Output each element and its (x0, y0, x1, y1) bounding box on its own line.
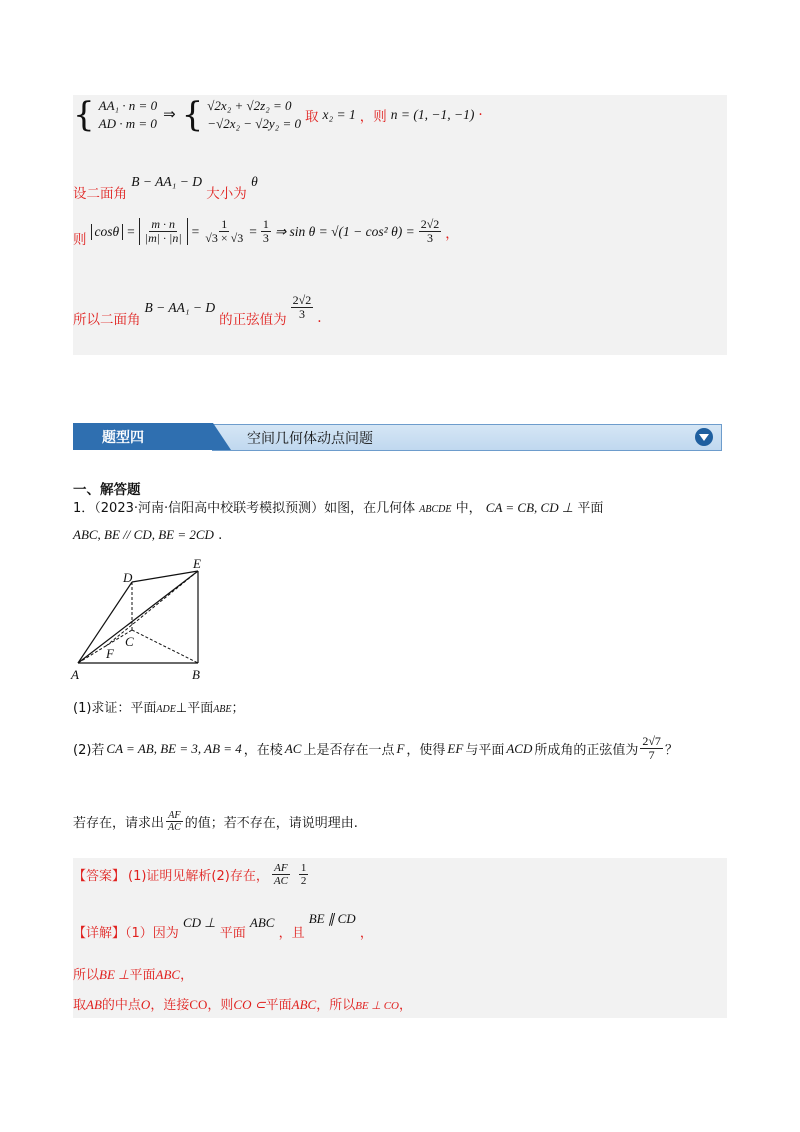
banner-title: 空间几何体动点问题 (247, 431, 373, 447)
implies-arrow: ⇒ (163, 107, 176, 124)
q1-line2-end: . (218, 528, 223, 543)
edge-fe (106, 571, 198, 646)
abs-cos (91, 224, 124, 240)
q1-cond: CA = CB, CD ⊥ (485, 500, 574, 515)
system-left (99, 97, 157, 132)
p2-den: 7 (648, 748, 655, 763)
f3-num: 2√2 (420, 217, 440, 231)
detail-l3-d: ，则 (207, 998, 234, 1013)
conc-num: 2√2 (292, 293, 312, 307)
part-3 (73, 810, 358, 833)
then-label: ，则 (359, 108, 387, 125)
p2-f: F (396, 740, 405, 756)
cos-theta: cosθ (94, 223, 120, 239)
detail-l1-cd: CD ⊥ (182, 915, 216, 930)
answer-text: (1)证明见解析(2)存在， (128, 869, 269, 885)
f1-num: 1 (221, 217, 228, 231)
system-r2: −√2x₂ − √2y₂ = 0 (207, 115, 301, 131)
conclusion-end: . (317, 309, 322, 326)
p2-mid3: ，使得 (406, 743, 446, 759)
detail-l1-rel: BE ∥ CD (308, 911, 356, 926)
comma: ， (445, 225, 459, 242)
dihedral-suffix: 大小为 (206, 186, 247, 202)
detail-l3-o: O (140, 997, 151, 1012)
p3-suffix: 的值；若不存在，请说明理由. (184, 816, 358, 831)
detail-l1-a: （1）因为 (125, 926, 179, 941)
geometry-figure (70, 555, 215, 685)
answer-value-num: 1 (300, 862, 307, 874)
take-label: 取 (304, 108, 319, 125)
cos-prefix: 则 (73, 231, 87, 248)
answer-label: 【答案】 (73, 869, 126, 885)
detail-l2-a: 所以 (73, 968, 100, 983)
p3-den: AC (168, 822, 181, 833)
detail-l2-plane: 平面 (129, 968, 156, 983)
p2-mid2: 上是否存在一点 (303, 743, 395, 759)
part-1 (73, 697, 245, 716)
edge-cb (132, 630, 198, 663)
detail-l3-e: ，所以 (316, 998, 356, 1013)
section-heading: 一、解答题 (73, 482, 141, 498)
q1-line2: ABC, BE // CD, BE = 2CD (73, 527, 214, 542)
detail-line-1 (73, 911, 373, 941)
detail-l3-co: CO (189, 997, 208, 1012)
detail-l3-a: 取 (73, 998, 87, 1013)
detail-l3-rel: BE ⊥ CO (355, 1000, 400, 1012)
detail-l3-co2: CO ⊂ (233, 997, 266, 1012)
cos-den: |m| · |n| (144, 231, 182, 246)
answer-line (73, 862, 308, 887)
abs-fraction (139, 218, 188, 245)
system-r1: √2x₂ + √2z₂ = 0 (207, 98, 292, 113)
edge-de (132, 571, 198, 582)
dihedral-expr: B − AA₁ − D (131, 174, 202, 189)
detail-l1-end: ， (359, 926, 373, 941)
system-eq2: AD · m = 0 (98, 115, 157, 131)
p1-perp: ⊥平面 (175, 701, 214, 716)
dihedral-prefix: 设二面角 (73, 186, 127, 202)
p2-mid: ，在棱 (243, 743, 283, 759)
f3-den: 3 (427, 231, 433, 246)
p2-question-mark: ？ (664, 743, 678, 759)
p2-cond: CA = AB, BE = 3, AB = 4 (106, 740, 242, 756)
q1-plane: 平面 (577, 501, 604, 516)
banner-tag: 题型四 (102, 430, 144, 446)
detail-l1-plane: 平面 (219, 926, 246, 941)
question-1-line1 (73, 497, 603, 516)
p3-num: AF (168, 810, 181, 821)
p2-num: 2√7 (642, 734, 661, 748)
p2-ac: AC (284, 740, 302, 756)
p2-prefix: (2)若 (73, 743, 105, 759)
detail-l2-be: BE ⊥ (99, 967, 130, 982)
system-line (73, 94, 483, 135)
equals: = (191, 223, 200, 239)
q1-intro: 1．（2023·河南·信阳高中校联考模拟预测）如图，在几何体 (73, 501, 416, 516)
dihedral-line (73, 170, 258, 202)
p2-acd: ACD (506, 740, 533, 756)
conclusion-mid: 的正弦值为 (219, 311, 287, 328)
p2-ef: EF (447, 740, 464, 756)
detail-l3-c: ，连接 (150, 998, 190, 1013)
label-d: D (123, 570, 133, 585)
chevron-down-icon[interactable] (693, 427, 715, 451)
conclusion-prefix: 所以二面角 (73, 311, 141, 328)
f2-den: 3 (262, 231, 269, 246)
edge-ad (78, 582, 132, 663)
banner-tag-shape (73, 423, 233, 451)
p1-plane-b: ABE (213, 704, 232, 715)
label-f: F (106, 646, 114, 661)
detail-l2-abc: ABC (155, 967, 181, 982)
detail-l3-plane: 平面 (265, 998, 292, 1013)
system-eq1: AA₁ · n = 0 (98, 98, 158, 113)
left-brace: { (73, 94, 95, 135)
detail-line-2 (73, 964, 193, 983)
conclusion-line (73, 293, 322, 328)
answer-num: AF (274, 862, 288, 874)
p2-mid4: 与平面 (465, 743, 505, 759)
label-a: A (71, 667, 79, 682)
detail-l3-b: 的中点 (101, 998, 141, 1013)
detail-l3-ab: AB (86, 997, 102, 1012)
detail-l1-abc: ABC (249, 915, 275, 930)
detail-l3-abc: ABC (291, 997, 317, 1012)
detail-l1-and: ，且 (278, 926, 305, 941)
part-2 (73, 735, 678, 762)
detail-line-3 (73, 994, 412, 1013)
label-c: C (125, 634, 134, 649)
banner-title-bar (212, 424, 722, 451)
edge-ae (78, 571, 198, 663)
detail-l3-end: ， (399, 998, 413, 1013)
cos-line: 则 cosθ = $\frac{m \cdot n}{|m| \cdot |n|}$ = $\frac{1}{√3 \times √3}$ = $\frac{1}{3}$ ⇒ sin θ = √(1 − cos² θ) = $\frac{2√2}{3}$ ， (73, 217, 459, 248)
p3-prefix: 若存在，请求出 (73, 816, 165, 831)
theta: θ (251, 174, 258, 189)
p1-plane-a: ADE (156, 704, 176, 715)
answer-value-den: 2 (300, 875, 307, 888)
answer-den: AC (273, 875, 288, 888)
cos-num: m · n (151, 217, 176, 231)
n-vector: n = (1, −1, −1) (390, 106, 475, 122)
dot-end: · (478, 106, 483, 123)
label-e: E (193, 556, 201, 571)
q1-solid: ABCDE (419, 504, 452, 515)
p1-prefix: (1)求证：平面 (73, 701, 157, 716)
q1-mid: 中， (455, 501, 482, 516)
conc-den: 3 (298, 307, 305, 322)
system-right (207, 97, 301, 132)
f1-den: √3 × √3 (205, 231, 244, 246)
p2-mid5: 所成角的正弦值为 (534, 743, 639, 759)
edge-ac (78, 630, 132, 663)
detail-l2-end: ， (180, 968, 194, 983)
left-brace-2: { (181, 94, 204, 135)
conclusion-expr: B − AA₁ − D (144, 299, 216, 315)
f2-num: 1 (262, 217, 269, 231)
sin-expr: ⇒ sin θ = √(1 − cos² θ) = (274, 223, 415, 239)
detail-label: 【详解】 (73, 926, 126, 941)
question-1-line2 (73, 527, 222, 543)
take-expr: x₂ = 1 (322, 106, 356, 122)
p1-end: ； (231, 701, 245, 716)
label-b: B (192, 667, 200, 682)
